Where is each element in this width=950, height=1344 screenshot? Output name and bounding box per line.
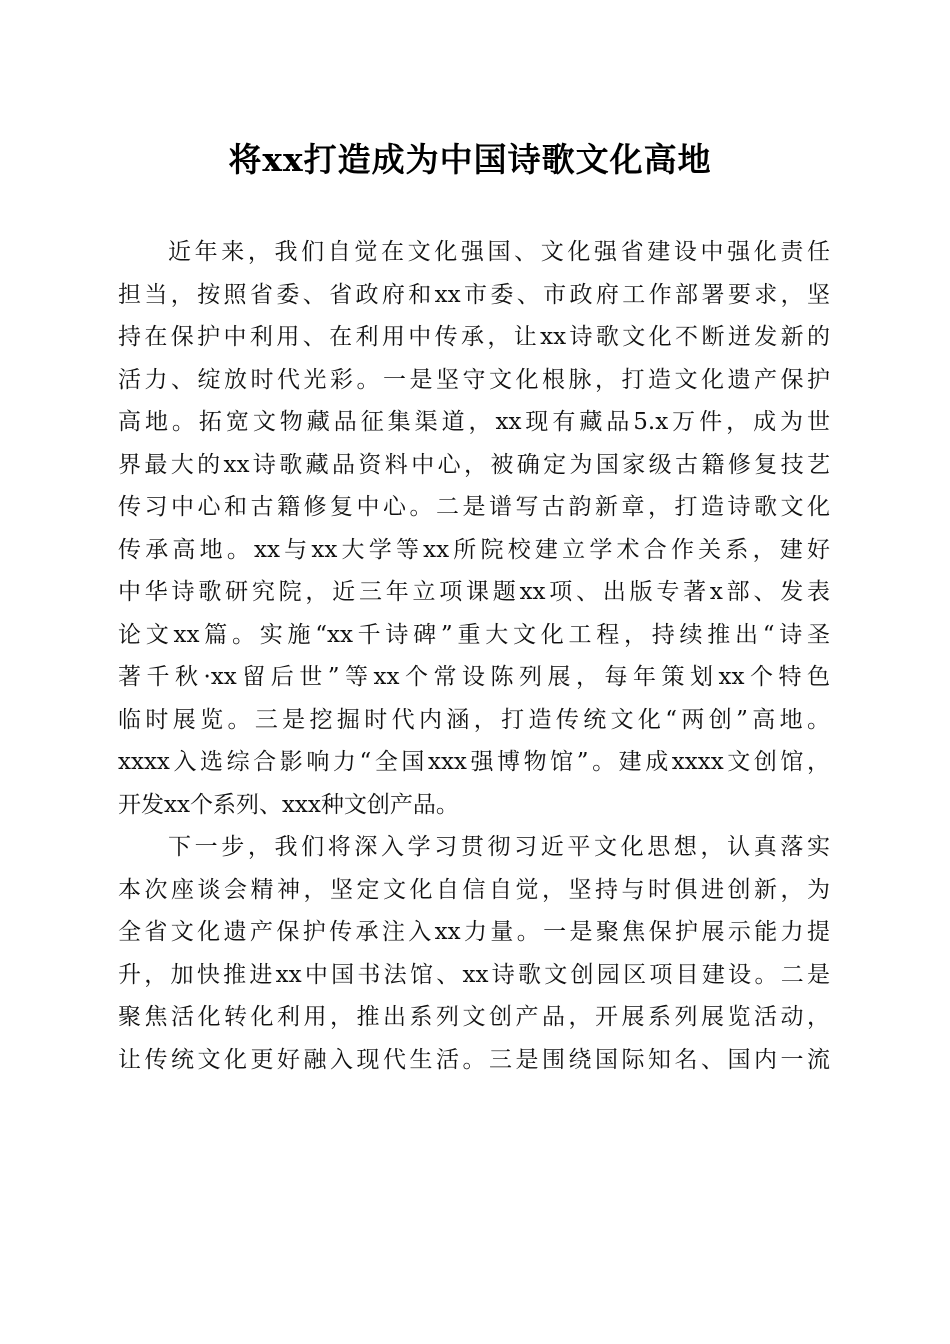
document-title: 将xx打造成为中国诗歌文化高地	[228, 140, 712, 179]
text-line: 下一步，我们将深入学习贯彻习近平文化思想，认真落实	[168, 834, 830, 860]
text-line: 让传统文化更好融入现代生活。三是围绕国际知名、国内一流	[118, 1046, 830, 1073]
text-line: 高地。拓宽文物藏品征集渠道，xx现有藏品5.x万件，成为世	[118, 409, 830, 435]
text-line: 聚焦活化转化利用，推出系列文创产品，开展系列展览活动，	[118, 1004, 830, 1030]
text-line: 界最大的xx诗歌藏品资料中心，被确定为国家级古籍修复技艺	[118, 451, 830, 478]
document-body	[118, 231, 830, 1081]
text-line: 著千秋·xx留后世”等xx个常设陈列展，每年策划xx个特色	[118, 664, 830, 690]
text-line: 担当，按照省委、省政府和xx市委、市政府工作部署要求，坚	[118, 281, 830, 308]
paragraph-2	[118, 826, 830, 1081]
text-line: 中华诗歌研究院，近三年立项课题xx项、出版专著x部、发表	[118, 579, 830, 605]
text-line: 论文xx篇。实施“xx千诗碑”重大文化工程，持续推出“诗圣	[118, 621, 830, 648]
text-line: 持在保护中利用、在利用中传承，让xx诗歌文化不断迸发新的	[118, 324, 830, 350]
text-line: 本次座谈会精神，坚定文化自信自觉，坚持与时俱进创新，为	[118, 876, 830, 903]
text-line: 全省文化遗产保护传承注入xx力量。一是聚焦保护展示能力提	[118, 919, 830, 945]
text-line: 近年来，我们自觉在文化强国、文化强省建设中强化责任	[168, 239, 830, 265]
text-line: 传承高地。xx与xx大学等xx所院校建立学术合作关系，建好	[118, 536, 830, 563]
text-line: 活力、绽放时代光彩。一是坚守文化根脉，打造文化遗产保护	[118, 366, 830, 393]
text-line: 升，加快推进xx中国书法馆、xx诗歌文创园区项目建设。二是	[118, 961, 830, 988]
text-line: 传习中心和古籍修复中心。二是谱写古韵新章，打造诗歌文化	[118, 494, 830, 520]
text-line: 开发xx个系列、xxx种文创产品。	[118, 791, 459, 818]
paragraph-1	[118, 231, 830, 826]
text-line: xxxx入选综合影响力“全国xxx强博物馆”。建成xxxx文创馆，	[118, 749, 830, 775]
text-line: 临时展览。三是挖掘时代内涵，打造传统文化“两创”高地。	[118, 706, 830, 733]
